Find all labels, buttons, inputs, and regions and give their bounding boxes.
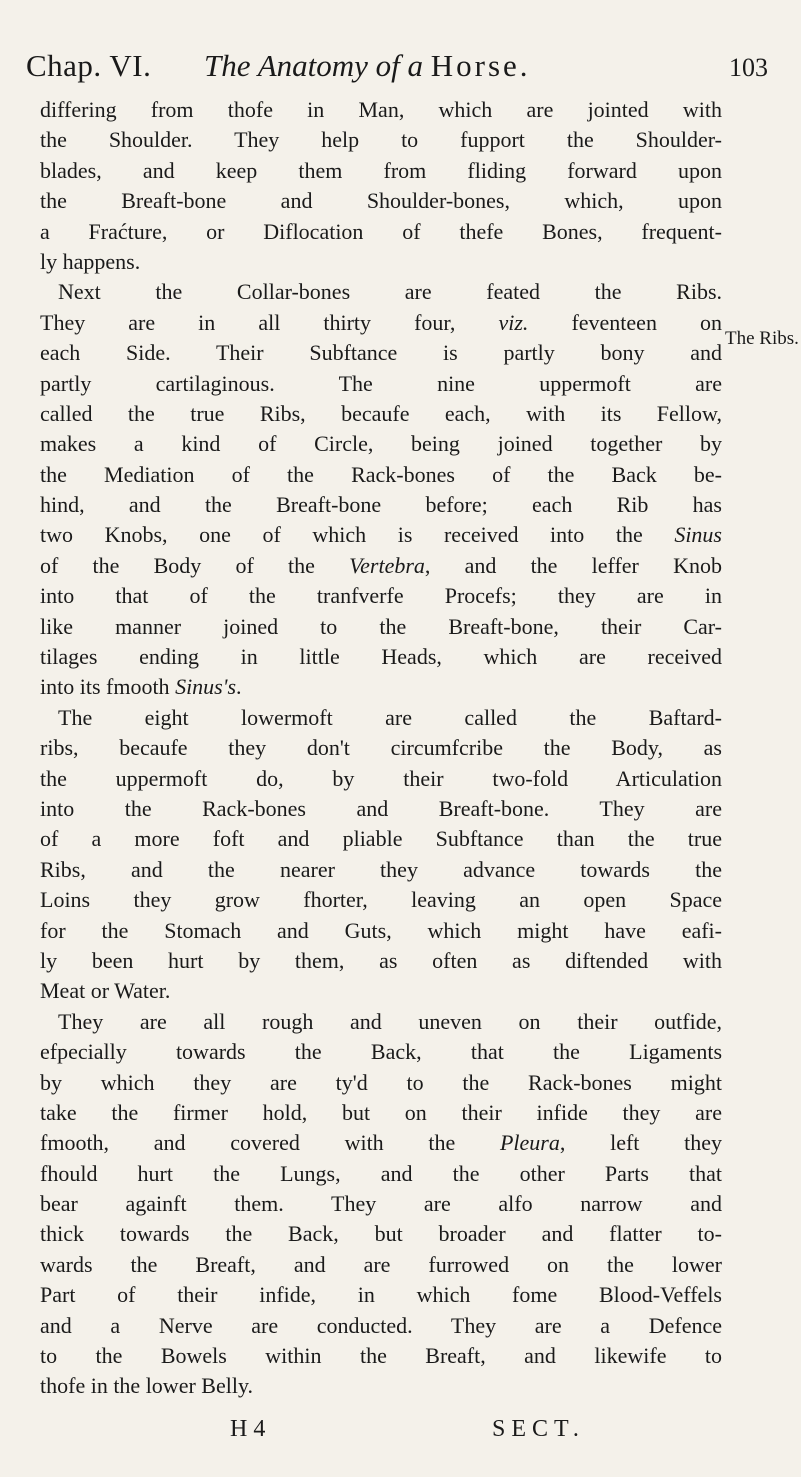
running-head bbox=[26, 44, 768, 88]
italic-term: Sinus's bbox=[175, 674, 237, 700]
body-text bbox=[40, 95, 722, 1402]
text-line: of the Body of the Vertebra, and the leffer Knob bbox=[40, 552, 722, 578]
page-number: 103 bbox=[729, 53, 768, 82]
text-line: by which they are ty'd to the Rack-bones might bbox=[40, 1069, 722, 1095]
text-line: two Knobs, one of which is received into the Sinus bbox=[40, 522, 722, 548]
text-line: into its fmooth Sinus's. bbox=[40, 674, 242, 700]
text-line: tilages ending in little Heads, which are received bbox=[40, 644, 722, 670]
text-line: Loins they grow fhorter, leaving an open Space bbox=[40, 887, 722, 913]
text-line: thick towards the Back, but broader and flatter to- bbox=[40, 1221, 722, 1247]
text-line: a Fraćture, or Diflocation of thefe Bones, frequent- bbox=[40, 218, 722, 244]
text-line: The eight lowermoft are called the Baftard- bbox=[58, 704, 722, 730]
text-line: differing from thofe in Man, which are jointed with bbox=[40, 97, 722, 122]
text-line: makes a kind of Circle, being joined together by bbox=[40, 431, 722, 457]
signature-mark: H 4 bbox=[230, 1416, 266, 1442]
text-line: the Mediation of the Rack-bones of the Back be- bbox=[40, 461, 722, 487]
running-title bbox=[204, 44, 531, 88]
text-line: They are all rough and uneven on their outfide, bbox=[58, 1008, 722, 1034]
text-line: of a more foft and pliable Subftance than the true bbox=[40, 826, 722, 852]
text-line: fmooth, and covered with the Pleura, left they bbox=[40, 1130, 722, 1156]
page-footer bbox=[40, 1412, 722, 1446]
text-line: Meat or Water. bbox=[40, 978, 171, 1004]
text-line: each Side. Their Subftance is partly bony and bbox=[40, 340, 722, 366]
text-line: fhould hurt the Lungs, and the other Parts that bbox=[40, 1160, 722, 1186]
text-line: the Breaft-bone and Shoulder-bones, which, upon bbox=[40, 188, 722, 214]
text-line: for the Stomach and Guts, which might have eafi- bbox=[40, 917, 722, 943]
italic-term: Pleura bbox=[499, 1130, 560, 1156]
margin-note: The Ribs. bbox=[725, 328, 799, 349]
text-line: take the firmer hold, but on their infide they are bbox=[40, 1099, 722, 1125]
text-line: to the Bowels within the Breaft, and likewife to bbox=[40, 1343, 722, 1369]
chapter-label: Chap. VI. bbox=[26, 48, 152, 83]
text-line: wards the Breaft, and are furrowed on the lower bbox=[40, 1251, 722, 1277]
text-line: called the true Ribs, becaufe each, with its Fellow, bbox=[40, 400, 722, 426]
running-title-caps: Horse. bbox=[430, 48, 531, 83]
text-line: blades, and keep them from fliding forward upon bbox=[40, 157, 722, 183]
text-line: like manner joined to the Breaft-bone, their Car- bbox=[40, 613, 722, 639]
text-line: and a Nerve are conducted. They are a Defence bbox=[40, 1312, 722, 1338]
text-line: Ribs, and the nearer they advance towards the bbox=[40, 856, 722, 882]
text-line: bear againft them. They are alfo narrow and bbox=[40, 1191, 722, 1217]
text-line: ribs, becaufe they don't circumfcribe the Body, as bbox=[40, 735, 722, 761]
italic-term: Vertebra bbox=[349, 552, 425, 578]
italic-term: Sinus bbox=[674, 522, 722, 548]
text-line: Next the Collar-bones are feated the Ribs. bbox=[58, 279, 722, 305]
text-line: into that of the tranfverfe Procefs; they are in bbox=[40, 583, 722, 609]
italic-term: viz. bbox=[498, 309, 529, 335]
text-line: Part of their infide, in which fome Blood-Veffels bbox=[40, 1282, 722, 1308]
text-line: hind, and the Breaft-bone before; each Rib has bbox=[40, 492, 722, 518]
text-line: the Shoulder. They help to fupport the Shoulder- bbox=[40, 127, 722, 153]
text-line: thofe in the lower Belly. bbox=[40, 1373, 254, 1399]
text-line: partly cartilaginous. The nine uppermoft are bbox=[40, 370, 722, 396]
text-line: efpecially towards the Back, that the Ligaments bbox=[40, 1039, 722, 1065]
running-title-italic: The Anatomy of a bbox=[204, 48, 423, 83]
text-line: the uppermoft do, by their two-fold Articulation bbox=[40, 765, 722, 791]
text-line: They are in all thirty four, viz. feventeen on bbox=[40, 309, 722, 335]
text-line: ly been hurt by them, as often as diftended with bbox=[40, 947, 722, 973]
text-line: into the Rack-bones and Breaft-bone. They are bbox=[40, 795, 722, 821]
catchword: SECT. bbox=[492, 1416, 585, 1442]
text-line: ly happens. bbox=[40, 248, 141, 274]
